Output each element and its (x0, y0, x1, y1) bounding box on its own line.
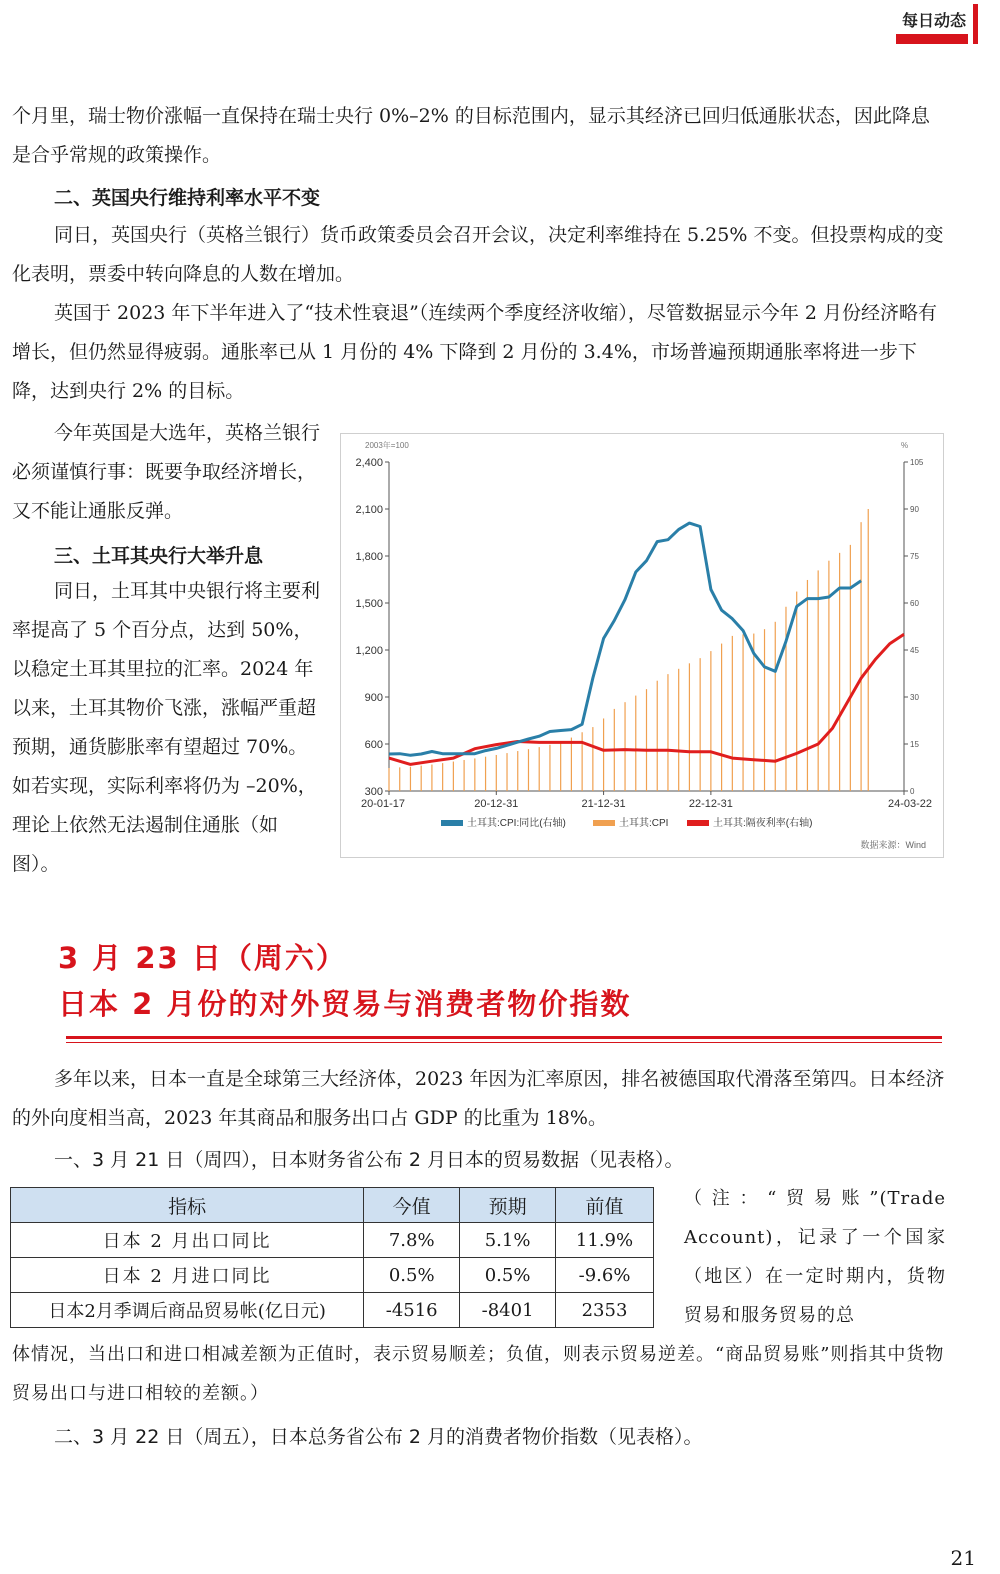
cpi-bar (868, 509, 869, 791)
cpi-bar (850, 545, 851, 791)
cpi-bar (506, 753, 507, 791)
right-axis-unit: % (901, 441, 909, 450)
cpi-bar (410, 767, 411, 791)
page-number: 21 (950, 1546, 976, 1570)
section-rule (66, 1036, 942, 1039)
table-row (11, 1223, 654, 1258)
right-tick-label: 30 (910, 693, 919, 702)
cpi-bar (592, 727, 593, 791)
cpi-bar (689, 663, 690, 791)
right-tick-label: 105 (910, 458, 924, 467)
table-cell: 2353 (556, 1293, 654, 1328)
table-cell: -9.6% (556, 1258, 654, 1293)
left-tick-label: 1,500 (355, 598, 383, 610)
legend-label: 土耳其:隔夜利率(右轴) (713, 818, 813, 829)
section-topic-title: 日本 2 月份的对外贸易与消费者物价指数 (58, 987, 632, 1021)
right-tick-label: 45 (910, 646, 919, 655)
left-tick-label: 300 (364, 786, 383, 798)
cpi-bar (700, 658, 701, 791)
table-cell: 日本 2 月出口同比 (11, 1223, 364, 1258)
cpi-bar (678, 669, 679, 791)
right-tick-label: 60 (910, 599, 919, 608)
cpi-bar (710, 651, 711, 791)
cpi-bar (474, 758, 475, 791)
cpi-bar (796, 592, 797, 791)
cpi-bar (485, 757, 486, 791)
cpi-bar (571, 738, 572, 791)
section-rule-thin (66, 1042, 942, 1043)
left-tick-label: 1,800 (355, 551, 383, 563)
paragraph-turkey: 同日，土耳其中央银行将主要利率提高了 5 个百分点，达到 50%，以稳定土耳其里拉的汇率。2024 年以来，土耳其物价飞涨，涨幅严重超预期，通货膨胀率有望超过 70%。如若实现，实际利率将仍为 –20%，理论上依然无法遏制住通胀（如图）。 (12, 580, 321, 875)
cpi-bar (742, 634, 743, 791)
cpi-bar (657, 681, 658, 791)
table-cell: 日本2月季调后商品贸易帐(亿日元) (11, 1293, 364, 1328)
cpi-bar (732, 636, 733, 791)
left-tick-label: 600 (364, 739, 383, 751)
cpi-bar (442, 763, 443, 791)
table-cell: 0.5% (460, 1258, 556, 1293)
cpi-bar (560, 742, 561, 791)
note-trade-account-cont: 体情况，当出口和进口相减差额为正值时，表示贸易顺差；负值，则表示贸易逆差。“商品贸易账”则指其中货物贸易出口与进口相较的差额。） (12, 1344, 945, 1404)
right-tick-label: 0 (910, 787, 915, 796)
trade-table (10, 1187, 654, 1328)
item-cpi-data: 二、3 月 22 日（周五），日本总务省公布 2 月的消费者物价指数（见表格）。 (54, 1426, 703, 1448)
table-header: 今值 (364, 1188, 460, 1223)
header-accent-underline (896, 34, 968, 44)
paragraph-uk-2: 英国于 2023 年下半年进入了“技术性衰退”（连续两个季度经济收缩），尽管数据显示今年 2 月份经济略有增长，但仍然显得疲弱。通胀率已从 1 月份的 4% 下降到 2 月份的 3.4%，市场普遍预期通胀率将进一步下降，达到央行 2% 的目标。 (12, 302, 938, 402)
legend-swatch (441, 820, 463, 826)
paragraph-swiss: 个月里，瑞士物价涨幅一直保持在瑞士央行 0%–2% 的目标范围内，显示其经济已回归低通胀状态，因此降息是合乎常规的政策操作。 (12, 105, 930, 166)
cpi-bar (549, 745, 550, 791)
table-cell: 7.8% (364, 1223, 460, 1258)
left-tick-label: 2,100 (355, 504, 383, 516)
cpi-bar (807, 580, 808, 791)
left-axis-unit: 2003年=100 (365, 441, 409, 450)
x-tick-label: 20-12-31 (474, 798, 519, 810)
cpi-bar (818, 570, 819, 791)
cpi-bar (624, 702, 625, 791)
table-cell: 5.1% (460, 1223, 556, 1258)
x-tick-label: 21-12-31 (581, 798, 626, 810)
x-tick-label: 24-03-22 (887, 798, 932, 810)
left-tick-label: 2,400 (355, 457, 383, 469)
cpi-bar (667, 674, 668, 791)
table-header: 预期 (460, 1188, 556, 1223)
cpi-bar (528, 749, 529, 791)
cpi-bar (785, 607, 786, 791)
table-row (11, 1258, 654, 1293)
legend-label: 土耳其:CPI (619, 818, 669, 829)
header-label: 每日动态 (901, 11, 966, 30)
cpi-bar (764, 629, 765, 791)
cpi-bar (431, 765, 432, 791)
cpi-bar (753, 634, 754, 791)
chart-source: 数据来源：Wind (860, 840, 926, 850)
item-trade-data: 一、3 月 21 日（周四），日本财务省公布 2 月日本的贸易数据（见表格）。 (54, 1149, 684, 1171)
table-cell: 0.5% (364, 1258, 460, 1293)
legend-label: 土耳其:CPI:同比(右轴) (467, 818, 566, 829)
legend-swatch (593, 820, 615, 826)
right-tick-label: 75 (910, 552, 919, 561)
x-tick-label: 22-12-31 (688, 798, 733, 810)
turkey-chart-svg (341, 434, 945, 859)
cpi-bar (496, 755, 497, 791)
note-trade-account: （注：“贸易账”(Trade Account)，记录了一个国家（地区）在一定时期内，货物贸易和服务贸易的总 (684, 1188, 946, 1326)
cpi-bar (399, 767, 400, 791)
heading-uk: 二、英国央行维持利率水平不变 (54, 187, 321, 209)
cpi-bar (464, 760, 465, 791)
table-cell: -4516 (364, 1293, 460, 1328)
paragraph-uk-3: 今年英国是大选年，英格兰银行必须谨慎行事：既要争取经济增长，又不能让通胀反弹。 (12, 422, 321, 522)
cpi-bar (453, 762, 454, 791)
cpi-bar (721, 644, 722, 791)
heading-turkey: 三、土耳其央行大举升息 (54, 545, 264, 567)
table-cell: 11.9% (556, 1223, 654, 1258)
turkey-chart (340, 433, 944, 858)
table-cell: -8401 (460, 1293, 556, 1328)
legend-swatch (687, 820, 709, 826)
paragraph-uk-1: 同日，英国央行（英格兰银行）货币政策委员会召开会议，决定利率维持在 5.25% 不变。但投票构成的变化表明，票委中转向降息的人数在增加。 (12, 224, 944, 285)
right-tick-label: 15 (910, 740, 919, 749)
left-tick-label: 1,200 (355, 645, 383, 657)
cpi-bar (421, 766, 422, 791)
cpi-bar (646, 689, 647, 791)
paragraph-japan: 多年以来，日本一直是全球第三大经济体，2023 年因为汇率原因，排名被德国取代滑落至第四。日本经济的外向度相当高，2023 年其商品和服务出口占 GDP 的比重为 18%。 (12, 1068, 945, 1129)
table-header-row (11, 1188, 654, 1223)
section-date-title: 3 月 23 日（周六） (58, 941, 347, 975)
table-row (11, 1293, 654, 1328)
table-header: 前值 (556, 1188, 654, 1223)
table-header: 指标 (11, 1188, 364, 1223)
x-tick-label: 20-01-17 (361, 798, 406, 810)
table-cell: 日本 2 月进口同比 (11, 1258, 364, 1293)
cpi-bar (517, 751, 518, 791)
cpi-bar (388, 768, 389, 791)
right-tick-label: 90 (910, 505, 919, 514)
cpi-bar (539, 747, 540, 791)
cpi-bar (775, 622, 776, 791)
header-accent-bar (973, 4, 978, 44)
left-tick-label: 900 (364, 692, 383, 704)
cpi-bar (635, 696, 636, 791)
cpi-bar (860, 522, 861, 791)
cpi-bar (603, 718, 604, 791)
